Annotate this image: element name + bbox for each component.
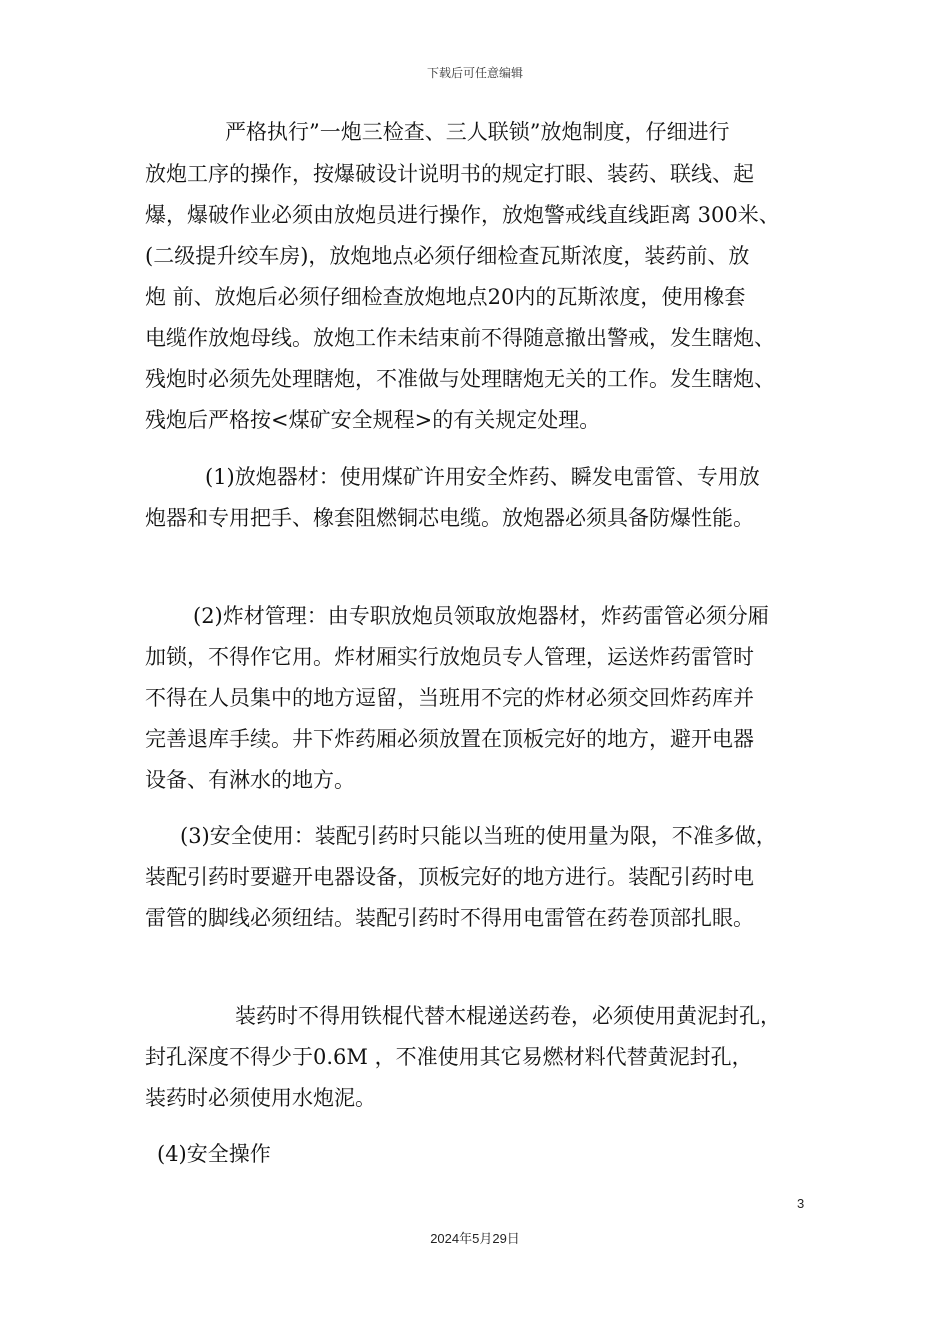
text-line: 爆，爆破作业必须由放炮员进行操作，放炮警戒线直线距离 300米、 <box>145 203 780 227</box>
text-line: (二级提升绞车房)，放炮地点必须仔细检查瓦斯浓度，装药前、放 <box>145 244 750 268</box>
text-line: 严格执行”一炮三检查、三人联锁”放炮制度，仔细进行 <box>225 120 730 144</box>
text-line: 封孔深度不得少于0.6M ，不准使用其它易燃材料代替黄泥封孔， <box>145 1045 753 1069</box>
text-line: (4)安全操作 <box>157 1142 271 1166</box>
text-line: 完善退库手续。井下炸药厢必须放置在顶板完好的地方，避开电器 <box>145 727 754 751</box>
text-line: (2)炸材管理：由专职放炮员领取放炮器材，炸药雷管必须分厢 <box>193 604 769 628</box>
text-line: 装药时不得用铁棍代替木棍递送药卷，必须使用黄泥封孔， <box>235 1004 781 1028</box>
text-line: 装配引药时要避开电器设备，顶板完好的地方进行。装配引药时电 <box>145 865 754 889</box>
text-line: 设备、有淋水的地方。 <box>145 768 355 792</box>
text-line: 不得在人员集中的地方逗留，当班用不完的炸材必须交回炸药库并 <box>145 686 754 710</box>
text-line: 电缆作放炮母线。放炮工作未结束前不得随意撤出警戒，发生瞎炮、 <box>145 326 775 350</box>
footer-date: 2024年5月29日 <box>430 1231 520 1246</box>
text-line: (3)安全使用：装配引药时只能以当班的使用量为限，不准多做， <box>180 824 777 848</box>
text-line: 雷管的脚线必须纽结。装配引药时不得用电雷管在药卷顶部扎眼。 <box>145 906 754 930</box>
text-line: 加锁，不得作它用。炸材厢实行放炮员专人管理，运送炸药雷管时 <box>145 645 754 669</box>
text-line: 放炮工序的操作，按爆破设计说明书的规定打眼、装药、联线、起 <box>145 162 754 186</box>
page-header: 下载后可任意编辑 <box>426 66 523 80</box>
page-number: 3 <box>797 1196 805 1211</box>
text-line: (1)放炮器材：使用煤矿许用安全炸药、瞬发电雷管、专用放 <box>205 465 760 489</box>
text-line: 炮 前、放炮后必须仔细检查放炮地点20内的瓦斯浓度，使用橡套 <box>145 285 746 309</box>
text-line: 炮器和专用把手、橡套阻燃铜芯电缆。放炮器必须具备防爆性能。 <box>145 506 754 530</box>
text-line: 装药时必须使用水炮泥。 <box>145 1086 376 1110</box>
text-line: 残炮后严格按<煤矿安全规程>的有关规定处理。 <box>145 408 601 432</box>
text-line: 残炮时必须先处理瞎炮，不准做与处理瞎炮无关的工作。发生瞎炮、 <box>145 367 775 391</box>
